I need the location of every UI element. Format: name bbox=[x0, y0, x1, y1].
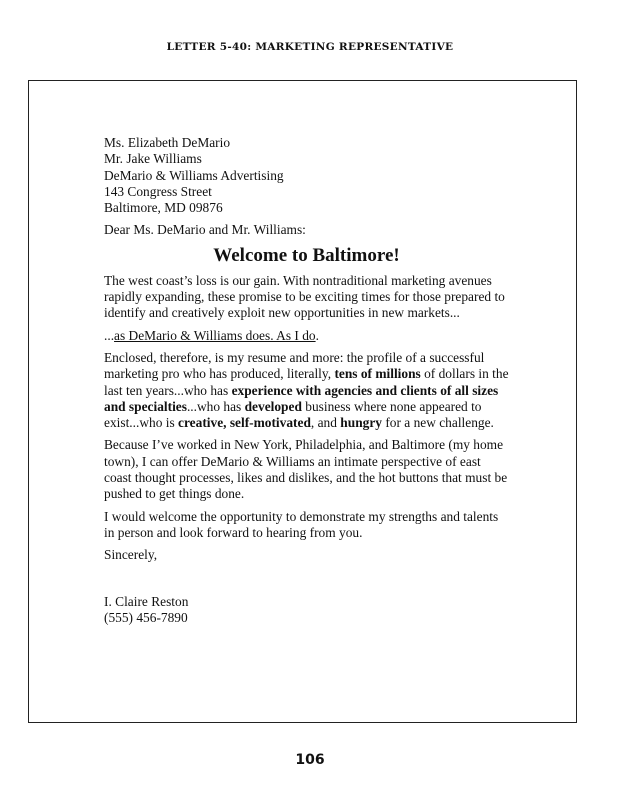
bold-run: creative, self-motivated bbox=[178, 415, 311, 431]
tagline-suffix: . bbox=[315, 327, 319, 343]
bold-run: experience with agencies and clients of all sizes and specialties bbox=[104, 382, 499, 414]
text-run: , and bbox=[310, 415, 341, 431]
signature-phone: (555) 456-7890 bbox=[104, 609, 188, 625]
tagline-prefix: ... bbox=[104, 327, 115, 343]
text-run: ...who has bbox=[186, 398, 245, 414]
page-header: LETTER 5-40: MARKETING REPRESENTATIVE bbox=[166, 41, 454, 53]
recipient-address bbox=[104, 135, 509, 216]
salutation: Dear Ms. DeMario and Mr. Williams: bbox=[104, 222, 306, 238]
address-line: 143 Congress Street bbox=[104, 183, 212, 199]
paragraph-closing-request: I would welcome the opportunity to demonstrate my strengths and talents in person and look forward to hearing from you. bbox=[104, 508, 499, 540]
page-number: 106 bbox=[295, 752, 325, 768]
text-run: of dollars in the last ten years...who has bbox=[104, 366, 509, 398]
bold-run: tens of millions bbox=[334, 366, 421, 382]
text-run: Enclosed, therefore, is my resume and more: the profile of a successful marketing pro who has produced, literally, bbox=[104, 349, 485, 382]
letter-body bbox=[104, 135, 509, 626]
signature-block bbox=[104, 594, 509, 627]
signature-name: I. Claire Reston bbox=[104, 593, 189, 609]
paragraph-tagline bbox=[104, 328, 509, 344]
bold-run: developed bbox=[244, 398, 302, 414]
text-run: for a new challenge. bbox=[381, 415, 494, 431]
address-line: Baltimore, MD 09876 bbox=[104, 200, 223, 216]
tagline-underlined: as DeMario & Williams does. As I do bbox=[114, 327, 316, 343]
address-line: Ms. Elizabeth DeMario bbox=[104, 135, 231, 150]
text-run: business where none appeared to exist...who is bbox=[104, 398, 482, 431]
letter-headline: Welcome to Baltimore! bbox=[213, 244, 400, 266]
closing: Sincerely, bbox=[104, 547, 158, 563]
paragraph-enclosure bbox=[104, 350, 509, 431]
bold-run: hungry bbox=[340, 415, 382, 431]
address-line: DeMario & Williams Advertising bbox=[104, 167, 284, 183]
paragraph-intro: The west coast’s loss is our gain. With nontraditional marketing avenues rapidly expanding, these promise to be exciting times for those prepared to identify and creatively exploit new opportunities in new markets... bbox=[104, 272, 505, 321]
address-line: Mr. Jake Williams bbox=[104, 151, 202, 167]
paragraph-experience: Because I’ve worked in New York, Philadelphia, and Baltimore (my home town), I can offer DeMario & Williams an intimate perspective of east coast thought processes, likes and dislikes, and the hot buttons that must be pushed to get things done. bbox=[104, 437, 508, 502]
